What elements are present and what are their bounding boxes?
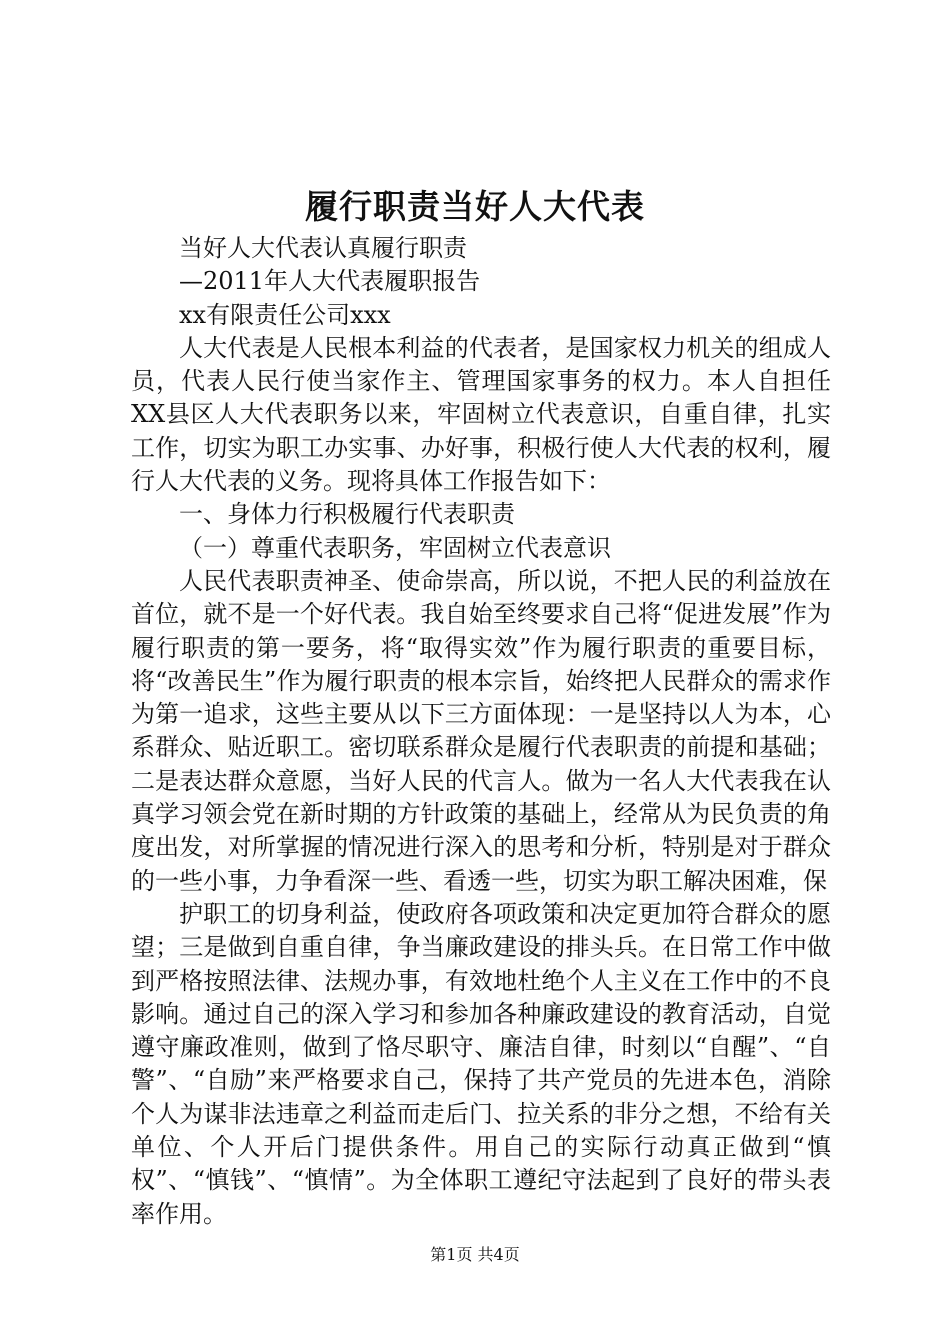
document-body — [131, 232, 831, 1231]
section-heading: 一、身体力行积极履行代表职责 — [179, 500, 515, 529]
subtitle-line: 当好人大代表认真履行职责 — [179, 234, 467, 262]
intro-paragraph: 人大代表是人民根本利益的代表者，是国家权力机关的组成人员，代表人民行使当家作主、管理国家事务的权力。本人自担任XX县区人大代表职务以来，牢固树立代表意识，自重自律，扎实工作，切实为职工办实事、办好事，积极行使人大代表的权利，履行人大代表的义务。现将具体工作报告如下： — [131, 333, 831, 496]
body-paragraph: 护职工的切身利益，使政府各项政策和决定更加符合群众的愿望；三是做到自重自律，争当廉政建设的排头兵。在日常工作中做到严格按照法律、法规办事，有效地杜绝个人主义在工作中的不良影响。通过自己的深入学习和参加各种廉政建设的教育活动，自觉遵守廉政准则，做到了恪尽职守、廉洁自律，时刻以“自醒”、“自警”、“自励”来严格要求自己，保持了共产党员的先进本色，消除个人为谋非法违章之利益而走后门、拉关系的非分之想，不给有关单位、个人开后门提供条件。用自己的实际行动真正做到“慎权”、“慎钱”、“慎情”。为全体职工遵纪守法起到了良好的带头表率作用。 — [131, 899, 831, 1228]
author-line: xx有限责任公司xxx — [179, 300, 391, 329]
subsection-heading: （一）尊重代表职务，牢固树立代表意识 — [179, 533, 611, 562]
page-footer: 第1页 共4页 — [430, 1245, 520, 1264]
report-subtitle-line: —2011年人大代表履职报告 — [179, 267, 481, 296]
body-paragraph: 人民代表职责神圣、使命崇高，所以说，不把人民的利益放在首位，就不是一个好代表。我自始至终要求自己将“促进发展”作为履行职责的第一要务，将“取得实效”作为履行职责的重要目标，将“改善民生”作为履行职责的根本宗旨，始终把人民群众的需求作为第一追求，这些主要从以下三方面体现：一是坚持以人为本，心系群众、贴近职工。密切联系群众是履行代表职责的前提和基础；二是表达群众意愿，当好人民的代言人。做为一名人大代表我在认真学习领会党在新时期的方针政策的基础上，经常从为民负责的角度出发，对所掌握的情况进行深入的思考和分析，特别是对于群众的一些小事，力争看深一些、看透一些，切实为职工解决困难，保 — [131, 566, 831, 895]
document-title: 履行职责当好人大代表 — [305, 187, 645, 226]
